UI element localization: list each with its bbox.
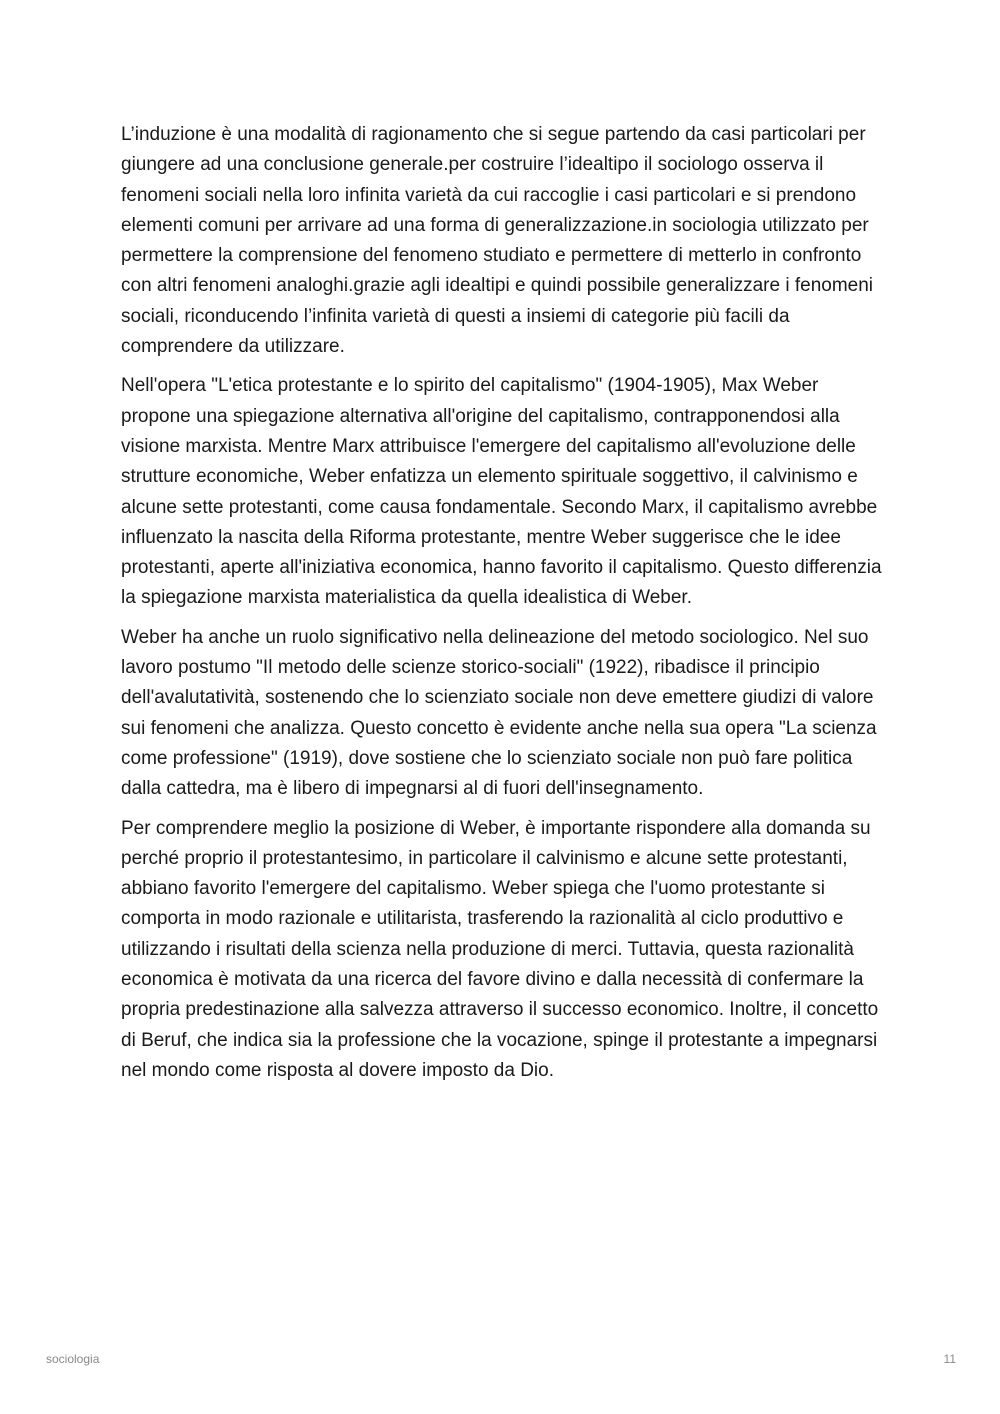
paragraph-protestantesimo: Per comprendere meglio la posizione di Weber, è importante rispondere alla domanda su perché proprio il protestantesimo, in particolare il calvinismo e alcune sette protestanti, abbiano favorito l'emergere del capitalismo. Weber spiega che l'uomo protestante si comporta in modo razionale e utilitarista, trasferendo la razionalità al ciclo produttivo e utilizzando i risultati della scienza nella produzione di merci. Tuttavia, questa razionalità economica è motivata da una ricerca del favore divino e dalla necessità di confermare la propria predestinazione alla salvezza attraverso il successo economico. Inoltre, il concetto di Beruf, che indica sia la professione che la vocazione, spinge il protestante a impegnarsi nel mondo come risposta al dovere imposto da Dio. [121,817,879,1081]
paragraph-etica-protestante: Nell'opera "L'etica protestante e lo spirito del capitalismo" (1904-1905), Max Weber propone una spiegazione alternativa all'origine del capitalismo, contrapponendosi alla visione marxista. Mentre Marx attribuisce l'emergere del capitalismo all'evoluzione delle strutture economiche, Weber enfatizza un elemento spirituale soggettivo, il calvinismo e alcune sette protestanti, come causa fondamentale. Secondo Marx, il capitalismo avrebbe influenzato la nascita della Riforma protestante, mentre Weber suggerisce che le idee protestanti, aperte all'iniziativa economica, hanno favorito il capitalismo. Questo differenzia la spiegazione marxista materialistica da quella idealistica di Weber. [121,375,882,609]
paragraph-induzione: L’induzione è una modalità di ragionamento che si segue partendo da casi particolari per giungere ad una conclusione generale.per costruire l’idealtipo il sociologo osserva il fenomeni sociali nella loro infinita varietà da cui raccoglie i casi particolari e si prendono elementi comuni per arrivare ad una forma di generalizzazione.in sociologia utilizzato per permettere la comprensione del fenomeno studiato e permettere di metterlo in confronto con altri fenomeni analoghi.grazie agli idealtipi e quindi possibile generalizzare i fenomeni sociali, riconducendo l’infinita varietà di questi a insiemi di categorie più facili da comprendere da utilizzare. [121,124,874,358]
document-body [121,120,883,1095]
footer-title: sociologia [46,1352,100,1366]
page-number: 11 [943,1352,956,1366]
paragraph-metodo-sociologico: Weber ha anche un ruolo significativo nella delineazione del metodo sociologico. Nel suo lavoro postumo "Il metodo delle scienze storico-sociali" (1922), ribadisce il principio dell'avalutatività, sostenendo che lo scienziato sociale non deve emettere giudizi di valore sui fenomeni che analizza. Questo concetto è evidente anche nella sua opera "La scienza come professione" (1919), dove sostiene che lo scienziato sociale non può fare politica dalla cattedra, ma è libero di impegnarsi al di fuori dell'insegnamento. [121,626,877,800]
